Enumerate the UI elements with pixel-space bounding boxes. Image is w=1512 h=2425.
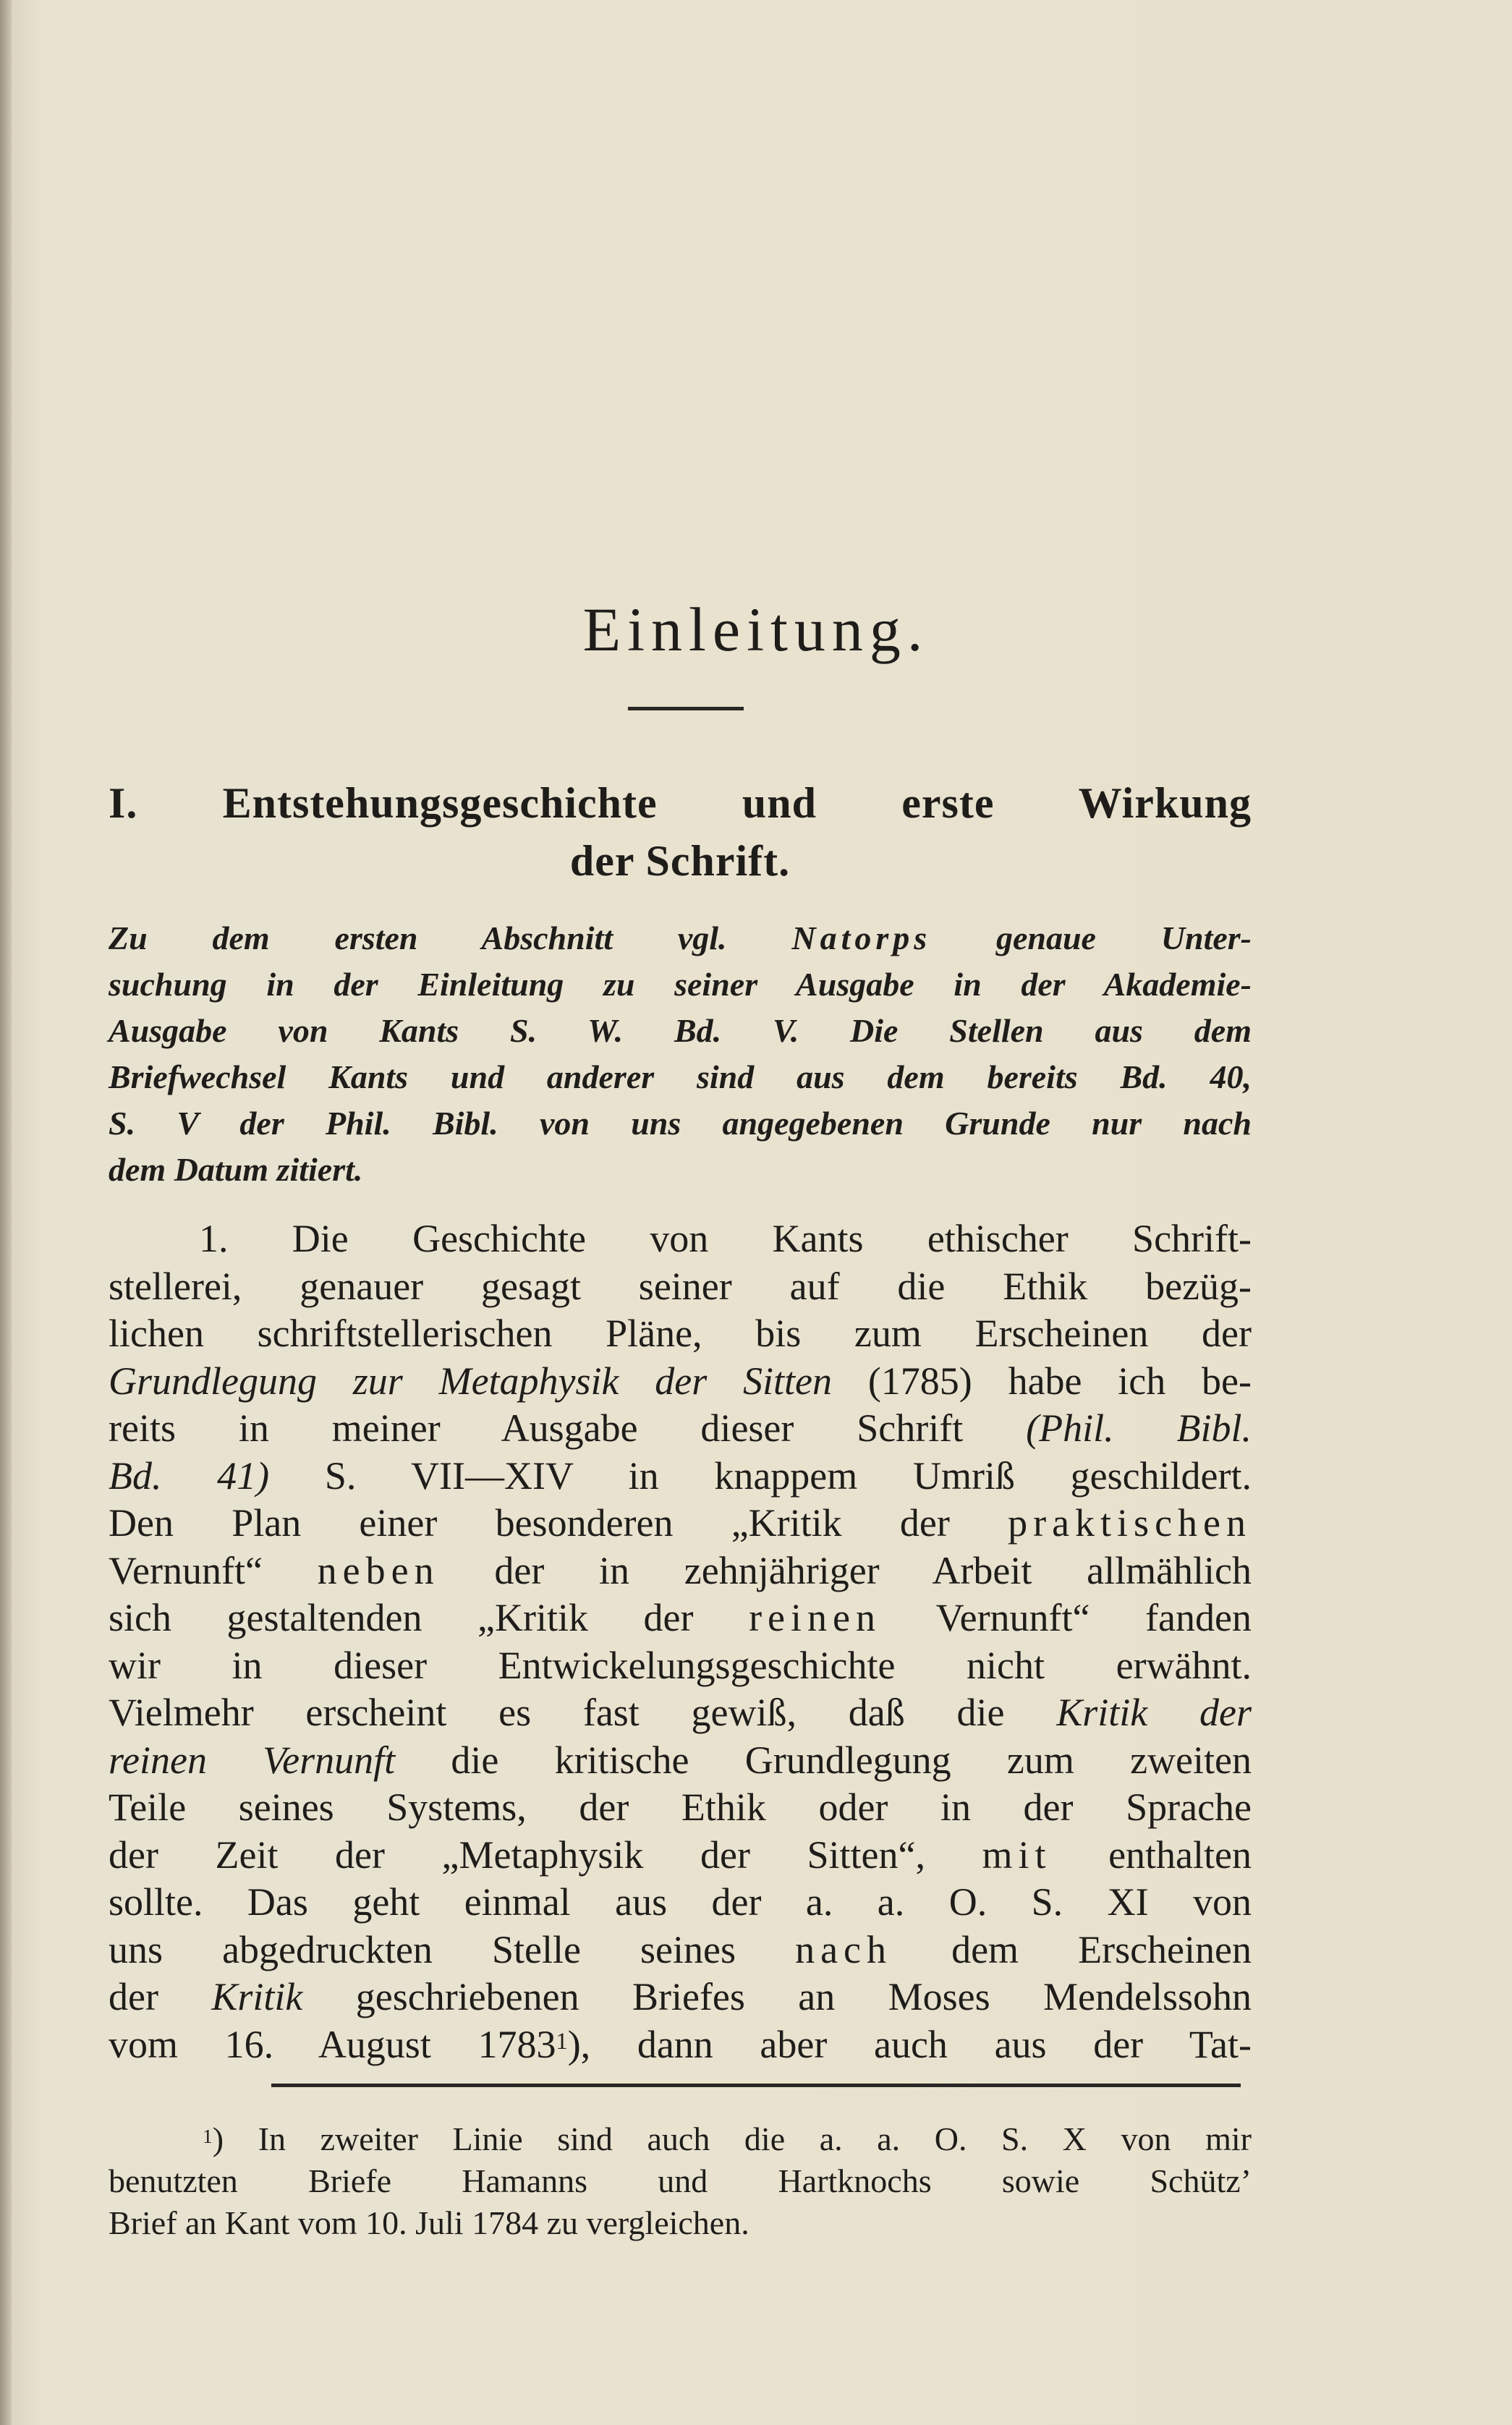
- body-line: Teile seines Systems, der Ethik oder in der Sprache: [109, 1785, 1252, 1829]
- book-title-reference: Grundlegung zur Metaphysik der Sitten: [109, 1359, 833, 1403]
- body-line: vom 16. August 1783$^1$), dann aber auch aus der Tat-: [109, 2022, 1252, 2066]
- body-line: der Zeit der „Metaphysik der Sitten“, mit enthalten: [109, 1832, 1252, 1877]
- body-line: sollte. Das geht einmal aus der a. a. O. S. XI von: [109, 1880, 1252, 1924]
- section-heading-line-1: I. Entstehungsgeschichte und erste Wirkung: [109, 779, 1252, 827]
- body-line: uns abgedruckten Stelle seines nach dem Erscheinen: [109, 1927, 1252, 1971]
- title-rule: [628, 707, 744, 710]
- body-line: Den Plan einer besonderen „Kritik der praktischen: [109, 1501, 1252, 1545]
- body-line: stellerei, genauer gesagt seiner auf die Ethik bezüg-: [109, 1264, 1252, 1308]
- footnote-marker: 1: [203, 2125, 213, 2147]
- section-heading: [109, 774, 1252, 890]
- note-line: Ausgabe von Kants S. W. Bd. V. Die Stellen aus dem: [109, 1012, 1252, 1049]
- body-paragraph: [109, 1215, 1252, 2068]
- note-line: dem Datum zitiert.: [109, 1151, 363, 1188]
- note-line: Briefwechsel Kants und anderer sind aus dem bereits Bd. 40,: [109, 1058, 1252, 1095]
- body-line: der Kritik geschriebenen Briefes an Moses Mendelssohn: [109, 1975, 1252, 2018]
- body-line: 1. Die Geschichte von Kants ethischer Schrift-: [199, 1217, 1252, 1260]
- footnote-line: Brief an Kant vom 10. Juli 1784 zu vergleichen.: [109, 2204, 749, 2241]
- footnote-line: $^1$) In zweiter Linie sind auch die a. a. O. S. X von mir: [203, 2120, 1252, 2157]
- body-line: Grundlegung zur Metaphysik der Sitten (1785) habe ich be-: [109, 1359, 1252, 1403]
- body-line: wir in dieser Entwickelungsgeschichte nicht erwähnt.: [109, 1643, 1252, 1687]
- note-line: Zu dem ersten Abschnitt vgl. Natorps genaue Unter-: [109, 920, 1252, 956]
- body-line: Bd. 41) S. VII—XIV in knappem Umriß geschildert.: [109, 1453, 1252, 1498]
- section-heading-line-2: der Schrift.: [569, 837, 791, 885]
- body-line: Vernunft“ neben der in zehnjähriger Arbeit allmählich: [109, 1548, 1252, 1592]
- page-binding-edge: [0, 0, 12, 2425]
- introductory-note: [109, 915, 1252, 1193]
- footnote-reference[interactable]: 1: [556, 2028, 568, 2055]
- note-line: suchung in der Einleitung zu seiner Ausgabe in der Akademie-: [109, 966, 1252, 1003]
- footnote-line: benutzten Briefe Hamanns und Hartknochs sowie Schütz’: [109, 2162, 1252, 2199]
- footnote-rule: [271, 2084, 1241, 2087]
- body-line: reits in meiner Ausgabe dieser Schrift (Phil. Bibl.: [109, 1406, 1252, 1450]
- chapter-title: Einleitung.: [582, 595, 930, 664]
- body-line: reinen Vernunft die kritische Grundlegung zum zweiten: [109, 1738, 1252, 1782]
- body-line: sich gestaltenden „Kritik der reinen Vernunft“ fanden: [109, 1596, 1252, 1639]
- body-line: lichen schriftstellerischen Pläne, bis zum Erscheinen der: [109, 1312, 1252, 1355]
- footnote: [109, 2118, 1252, 2244]
- note-line: S. V der Phil. Bibl. von uns angegebenen Grunde nur nach: [109, 1105, 1252, 1142]
- body-line: Vielmehr erscheint es fast gewiß, daß die Kritik der: [109, 1691, 1252, 1734]
